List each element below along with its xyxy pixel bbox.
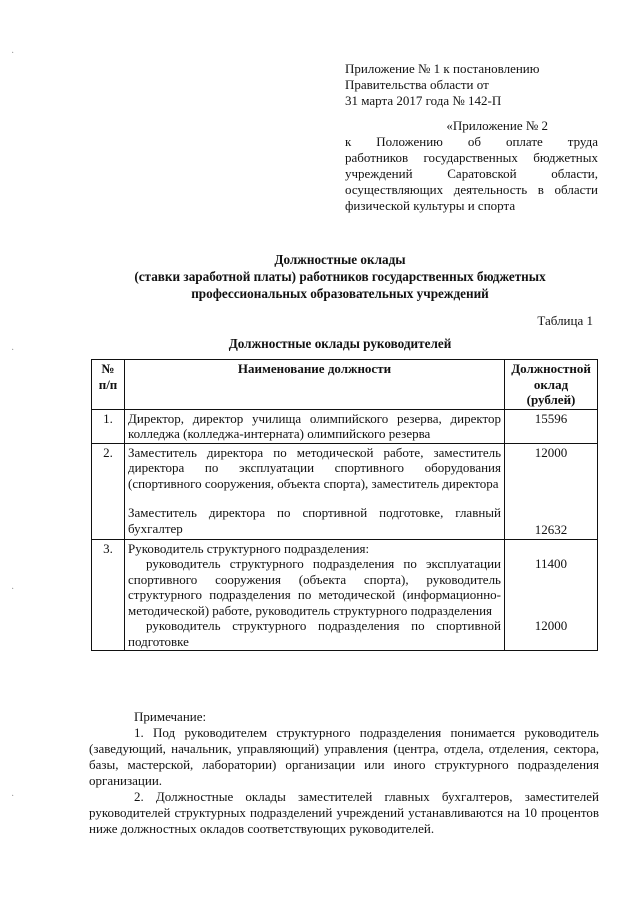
notes-section xyxy=(89,709,599,837)
table-number: Таблица 1 xyxy=(537,313,593,328)
table-row xyxy=(92,539,598,651)
margin-mark: · xyxy=(11,48,15,59)
title-line: профессиональных образовательных учреждений xyxy=(191,286,489,301)
position-text: Руководитель структурного подразделения: xyxy=(128,540,370,556)
margin-mark: · xyxy=(11,791,15,802)
header-line: Приложение № 1 к постановлению xyxy=(345,61,540,76)
appendix-reference xyxy=(345,118,598,214)
row-position xyxy=(125,443,505,539)
position-text: руководитель структурного подразделения по эксплуатации спортивного сооружения (объекта спорта), руководитель структурного подразделения по методической (информационно-методической) работе, руководитель структурного подразделения xyxy=(128,556,501,618)
header-name: Наименование должности xyxy=(125,360,505,410)
appendix-reference-line: работников государственных бюджетных xyxy=(345,150,598,165)
title-line: Должностные оклады xyxy=(274,252,406,267)
appendix-reference-line: учреждений Саратовской области, xyxy=(345,166,598,181)
row-num: 3. xyxy=(92,539,125,651)
table-header-row xyxy=(92,360,598,410)
title-line: (ставки заработной платы) работников государственных бюджетных xyxy=(134,269,546,284)
salary-value: 11400 xyxy=(534,556,568,571)
header-num: № п/п xyxy=(92,360,125,410)
margin-mark: · xyxy=(11,345,15,356)
table-row xyxy=(92,443,598,539)
position-text: Заместитель директора по методической работе, заместитель директора по эксплуатации спортивного оборудования (спортивного сооружения, объекта спорта), заместитель директора xyxy=(128,444,501,491)
table-row xyxy=(92,409,598,443)
appendix-reference-line: к Положению об оплате труда xyxy=(345,134,598,149)
salary-value: 12000 xyxy=(534,617,568,633)
appendix-reference-line: осуществляющих деятельность в области xyxy=(345,182,598,197)
row-salary xyxy=(505,443,598,539)
row-position xyxy=(125,539,505,651)
row-position: Директор, директор училища олимпийского резерва, директор колледжа (колледжа-интерната) олимпийского резерва xyxy=(125,409,505,443)
row-num: 1. xyxy=(92,409,125,443)
note-item: 2. Должностные оклады заместителей главных бухгалтеров, заместителей руководителей структурных подразделений учреждений устанавливаются на 10 процентов ниже должностных окладов соответствующих руководителей. xyxy=(89,789,599,836)
position-text: руководитель структурного подразделения по спортивной подготовке xyxy=(128,618,501,649)
appendix-header xyxy=(345,61,539,109)
note-item: 1. Под руководителем структурного подразделения понимается руководитель (заведующий, начальник, управляющий) управления (центра, отдела, отделения, сектора, базы, мастерской, лаборатории) организации или иного структурного подразделения организации. xyxy=(89,725,599,788)
salary-table xyxy=(91,359,598,651)
appendix-reference-title: «Приложение № 2 xyxy=(446,118,548,133)
salary-value: 12000 xyxy=(534,444,568,460)
salary-value: 12632 xyxy=(534,522,568,537)
row-salary: 15596 xyxy=(505,409,598,443)
document-title xyxy=(80,251,600,302)
header-line: Правительства области от xyxy=(345,77,489,92)
header-line: 31 марта 2017 года № 142-П xyxy=(345,93,502,108)
header-salary: Должностной оклад (рублей) xyxy=(505,360,598,410)
row-salary xyxy=(505,539,598,651)
row-num: 2. xyxy=(92,443,125,539)
appendix-reference-line: физической культуры и спорта xyxy=(345,198,516,213)
table-title: Должностные оклады руководителей xyxy=(228,336,452,351)
notes-heading: Примечание: xyxy=(134,709,207,724)
position-text: Заместитель директора по спортивной подготовке, главный бухгалтер xyxy=(128,505,501,536)
margin-mark: · xyxy=(11,584,15,595)
